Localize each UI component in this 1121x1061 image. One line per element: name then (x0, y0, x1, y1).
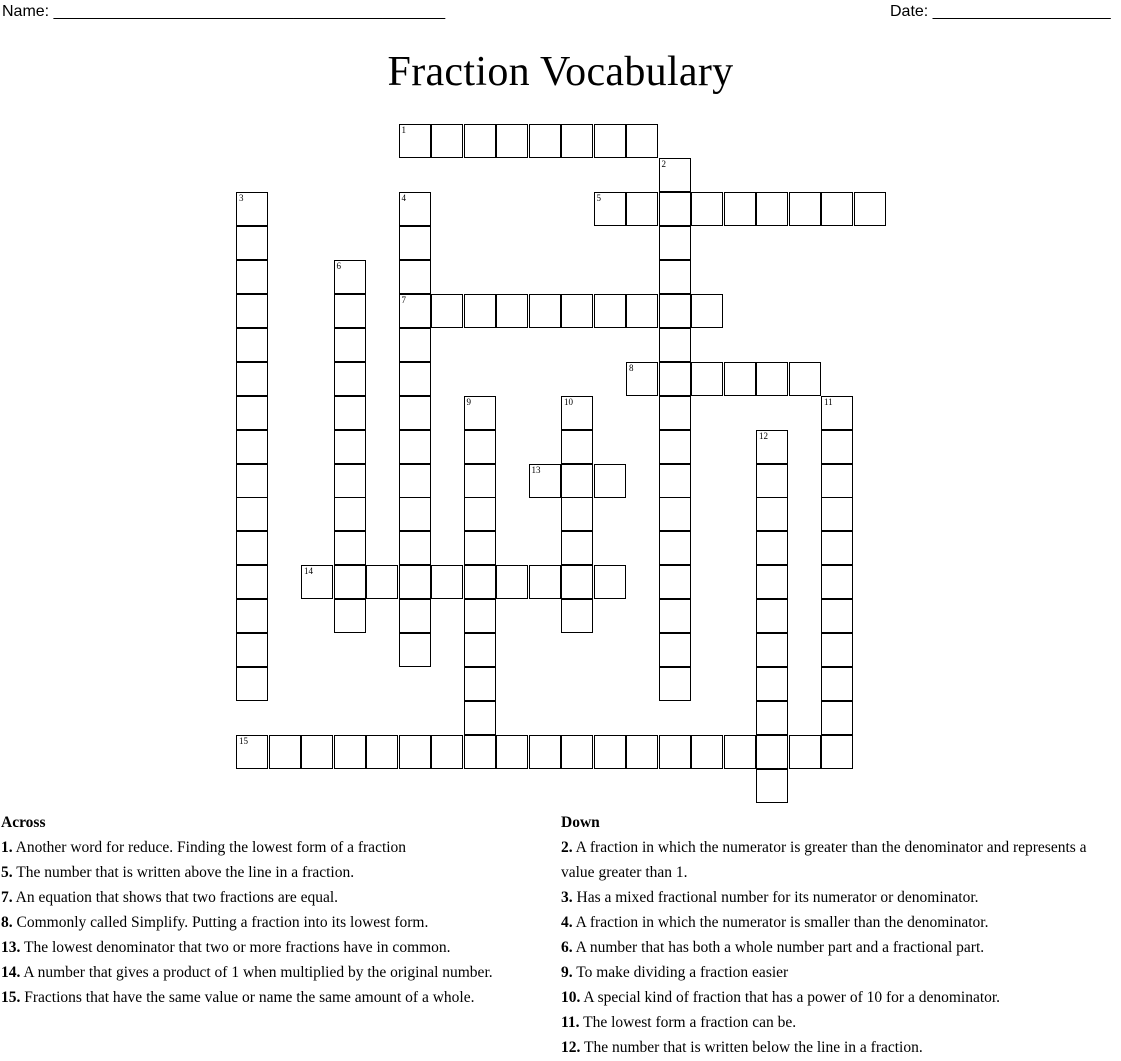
crossword-cell[interactable] (561, 396, 593, 430)
crossword-cell[interactable] (529, 124, 561, 158)
clue-number: 14 (304, 566, 313, 577)
across-clue: 5. The number that is written above the line in a fraction. (1, 864, 355, 881)
crossword-cell[interactable] (431, 294, 463, 328)
crossword-cell[interactable] (236, 599, 268, 633)
crossword-cell[interactable] (756, 362, 788, 396)
crossword-cell[interactable] (594, 464, 626, 498)
crossword-cell[interactable] (399, 192, 431, 226)
clue-number: 4 (401, 192, 406, 203)
crossword-cell[interactable] (334, 599, 366, 633)
crossword-cell[interactable] (236, 430, 268, 464)
crossword-cell[interactable] (334, 328, 366, 362)
crossword-cell[interactable] (821, 701, 853, 735)
crossword-cell[interactable] (659, 226, 691, 260)
clue-number: 8 (629, 362, 634, 373)
down-heading: Down (561, 814, 600, 831)
crossword-cell[interactable] (756, 497, 788, 531)
crossword-cell[interactable] (659, 531, 691, 565)
crossword-cell[interactable] (561, 565, 593, 599)
crossword-cell[interactable] (334, 531, 366, 565)
clue-number: 6 (336, 260, 341, 271)
crossword-cell[interactable] (399, 531, 431, 565)
crossword-cell[interactable] (334, 464, 366, 498)
crossword-cell[interactable] (691, 294, 723, 328)
crossword-cell[interactable] (399, 362, 431, 396)
down-clue: 11. The lowest form a fraction can be. (561, 1014, 797, 1031)
crossword-cell[interactable] (756, 565, 788, 599)
crossword-cell[interactable] (821, 396, 853, 430)
crossword-cell[interactable] (399, 430, 431, 464)
crossword-cell[interactable] (431, 124, 463, 158)
crossword-cell[interactable] (626, 124, 658, 158)
crossword-cell[interactable] (399, 633, 431, 667)
crossword-cell[interactable] (756, 430, 788, 464)
crossword-cell[interactable] (756, 531, 788, 565)
crossword-cell[interactable] (659, 192, 691, 226)
crossword-cell[interactable] (756, 667, 788, 701)
crossword-cell[interactable] (561, 497, 593, 531)
crossword-cell[interactable] (691, 735, 723, 769)
crossword-cell[interactable] (756, 735, 788, 769)
crossword-cell[interactable] (236, 531, 268, 565)
crossword-cell[interactable] (821, 667, 853, 701)
crossword-cell[interactable] (269, 735, 301, 769)
crossword-cell[interactable] (691, 362, 723, 396)
crossword-cell[interactable] (236, 226, 268, 260)
crossword-cell[interactable] (659, 497, 691, 531)
clue-number: 12 (759, 430, 768, 441)
crossword-cell[interactable] (399, 294, 431, 328)
crossword-cell[interactable] (594, 192, 626, 226)
crossword-cell[interactable] (659, 565, 691, 599)
crossword-cell[interactable] (659, 158, 691, 192)
crossword-cell[interactable] (756, 769, 788, 803)
crossword-cell[interactable] (236, 667, 268, 701)
crossword-cell[interactable] (529, 565, 561, 599)
crossword-cell[interactable] (431, 565, 463, 599)
crossword-cell[interactable] (399, 226, 431, 260)
crossword-cell[interactable] (464, 124, 496, 158)
crossword-cell[interactable] (529, 735, 561, 769)
crossword-cell[interactable] (236, 735, 268, 769)
crossword-cell[interactable] (399, 599, 431, 633)
crossword-cell[interactable] (659, 396, 691, 430)
crossword-cell[interactable] (691, 192, 723, 226)
page-title: Fraction Vocabulary (387, 49, 734, 95)
crossword-cell[interactable] (821, 633, 853, 667)
crossword-cell[interactable] (561, 599, 593, 633)
crossword-cell[interactable] (334, 430, 366, 464)
crossword-cell[interactable] (659, 599, 691, 633)
clue-number: 10 (564, 396, 573, 407)
clue-number: 1 (401, 125, 406, 135)
crossword-cell[interactable] (659, 735, 691, 769)
crossword-cell[interactable] (626, 192, 658, 226)
clue-number: 9 (466, 396, 471, 407)
crossword-cell[interactable] (724, 192, 756, 226)
crossword-cell[interactable] (301, 565, 333, 599)
clue-number: 11 (824, 396, 833, 407)
crossword-cell[interactable] (334, 497, 366, 531)
name-field: Name: ____________________________________________ (2, 3, 446, 20)
crossword-cell[interactable] (464, 735, 496, 769)
crossword-cell[interactable] (821, 192, 853, 226)
crossword-cell[interactable] (821, 464, 853, 498)
across-clue: 15. Fractions that have the same value or name the same amount of a whole. (1, 989, 475, 1006)
across-clue: 14. A number that gives a product of 1 when multiplied by the original number. (1, 964, 493, 981)
crossword-cell[interactable] (236, 633, 268, 667)
crossword-cell[interactable] (529, 464, 561, 498)
crossword-cell[interactable] (301, 735, 333, 769)
crossword-cell[interactable] (821, 565, 853, 599)
crossword-cell[interactable] (464, 396, 496, 430)
across-clue: 7. An equation that shows that two fractions are equal. (1, 889, 339, 906)
clue-number: 15 (239, 736, 248, 747)
crossword-cell[interactable] (659, 430, 691, 464)
crossword-cell[interactable] (464, 430, 496, 464)
crossword-cell[interactable] (756, 633, 788, 667)
crossword-cell[interactable] (659, 328, 691, 362)
clue-number: 2 (661, 158, 666, 169)
clue-number: 5 (596, 192, 601, 203)
crossword-cell[interactable] (236, 565, 268, 599)
across-clue: 13. The lowest denominator that two or more fractions have in common. (1, 939, 451, 956)
crossword-cell[interactable] (626, 362, 658, 396)
crossword-cell[interactable] (496, 124, 528, 158)
crossword-cell[interactable] (399, 396, 431, 430)
across-clue: 8. Commonly called Simplify. Putting a fraction into its lowest form. (1, 914, 429, 931)
crossword-cell[interactable] (821, 531, 853, 565)
down-clues (561, 810, 1101, 1060)
crossword-cell[interactable] (236, 260, 268, 294)
crossword-cell[interactable] (756, 464, 788, 498)
crossword-cell[interactable] (334, 362, 366, 396)
crossword-cell[interactable] (756, 701, 788, 735)
crossword-cell[interactable] (399, 260, 431, 294)
crossword-cell[interactable] (236, 192, 268, 226)
crossword-cell[interactable] (756, 599, 788, 633)
crossword-cell[interactable] (659, 667, 691, 701)
across-clue: 1. Another word for reduce. Finding the lowest form of a fraction (1, 839, 407, 856)
crossword-cell[interactable] (659, 464, 691, 498)
crossword-cell[interactable] (236, 497, 268, 531)
across-heading: Across (1, 814, 46, 831)
crossword-cell[interactable] (496, 565, 528, 599)
crossword-cell[interactable] (724, 735, 756, 769)
crossword-cell[interactable] (431, 735, 463, 769)
crossword-cell[interactable] (399, 565, 431, 599)
down-clue: 3. Has a mixed fractional number for its numerator or denominator. (561, 889, 979, 906)
crossword-cell[interactable] (464, 464, 496, 498)
crossword-cell[interactable] (659, 633, 691, 667)
clue-number: 7 (401, 294, 406, 305)
crossword-cell[interactable] (789, 362, 821, 396)
crossword-cell[interactable] (626, 735, 658, 769)
crossword-cell[interactable] (659, 362, 691, 396)
crossword-cell[interactable] (854, 192, 886, 226)
crossword-cell[interactable] (334, 565, 366, 599)
crossword-cell[interactable] (789, 192, 821, 226)
clue-number: 3 (239, 192, 244, 203)
crossword-cell[interactable] (464, 633, 496, 667)
crossword-cell[interactable] (789, 735, 821, 769)
crossword-cell[interactable] (594, 294, 626, 328)
crossword-cell[interactable] (724, 362, 756, 396)
crossword-cell[interactable] (399, 497, 431, 531)
down-clue: 9. To make dividing a fraction easier (561, 964, 789, 981)
crossword-cell[interactable] (334, 396, 366, 430)
across-clues (1, 810, 561, 1010)
crossword-cell[interactable] (821, 497, 853, 531)
crossword-cell[interactable] (366, 735, 398, 769)
crossword-cell[interactable] (529, 294, 561, 328)
crossword-cell[interactable] (821, 735, 853, 769)
crossword-cell[interactable] (236, 328, 268, 362)
crossword-cell[interactable] (496, 735, 528, 769)
crossword-cell[interactable] (561, 294, 593, 328)
crossword-cell[interactable] (334, 294, 366, 328)
crossword-cell[interactable] (594, 565, 626, 599)
crossword-cell[interactable] (626, 294, 658, 328)
crossword-cell[interactable] (236, 464, 268, 498)
crossword-cell[interactable] (561, 464, 593, 498)
crossword-cell[interactable] (464, 667, 496, 701)
crossword-cell[interactable] (561, 735, 593, 769)
crossword-cell[interactable] (464, 599, 496, 633)
crossword-cell[interactable] (236, 294, 268, 328)
crossword-cell[interactable] (399, 735, 431, 769)
crossword-cell[interactable] (399, 464, 431, 498)
down-clue: 12. The number that is written below the line in a fraction. (561, 1039, 923, 1056)
crossword-cell[interactable] (366, 565, 398, 599)
down-clue: 6. A number that has both a whole number part and a fractional part. (561, 939, 985, 956)
crossword-cell[interactable] (399, 328, 431, 362)
clue-number: 13 (531, 464, 541, 475)
crossword-cell[interactable] (561, 124, 593, 158)
crossword-cell[interactable] (821, 599, 853, 633)
down-clue: 2. A fraction in which the numerator is greater than the denominator and represents a value greater than 1. (561, 839, 1087, 881)
crossword-cell[interactable] (236, 396, 268, 430)
crossword-cell[interactable] (464, 565, 496, 599)
crossword-cell[interactable] (659, 260, 691, 294)
crossword-cell[interactable] (561, 531, 593, 565)
date-field: Date: ____________________ (890, 3, 1111, 20)
crossword-cell[interactable] (659, 294, 691, 328)
down-clue: 10. A special kind of fraction that has a power of 10 for a denominator. (561, 989, 1001, 1006)
crossword-cell[interactable] (496, 294, 528, 328)
crossword-cell[interactable] (594, 124, 626, 158)
crossword-cell[interactable] (561, 430, 593, 464)
crossword-cell[interactable] (594, 735, 626, 769)
crossword-cell[interactable] (464, 531, 496, 565)
crossword-cell[interactable] (464, 497, 496, 531)
crossword-cell[interactable] (399, 124, 431, 158)
crossword-cell[interactable] (756, 192, 788, 226)
crossword-cell[interactable] (464, 294, 496, 328)
crossword-cell[interactable] (821, 430, 853, 464)
crossword-cell[interactable] (334, 260, 366, 294)
crossword-cell[interactable] (236, 362, 268, 396)
down-clue: 4. A fraction in which the numerator is smaller than the denominator. (561, 914, 989, 931)
crossword-cell[interactable] (464, 701, 496, 735)
crossword-cell[interactable] (334, 735, 366, 769)
